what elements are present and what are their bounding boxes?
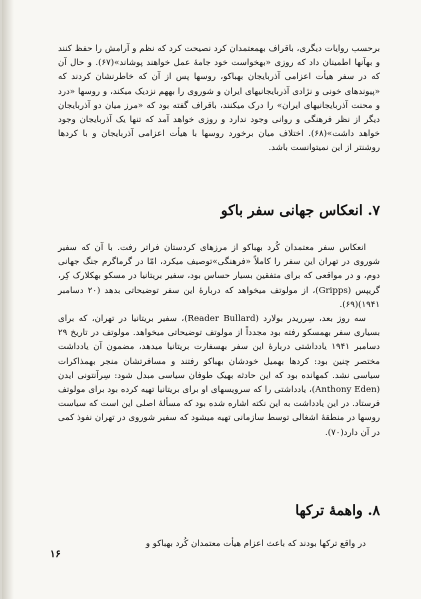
opening-paragraph-block [58,42,380,156]
page-number: ۱۶ [50,549,61,560]
binding-shadow [2,0,14,599]
paragraph: برحسب روایات دیگری، باقراف بهمعتمدان کرد نصیحت کرد که نظم و آرامش را حفظ کنند و بهآنها اطمینان داد که روزی «بهخواست خود جامهٔ عمل خواهند پوشاند»(۶۷). و حال آن که در سفر هیأت اعزامی آذربایجان بهباکو، روسها پس از آن که خاطرنشان کردند که «پیوندهای خونی و نژادی آذربایجانیهای ایران و شوروی را بههم نزدیک میکند، و روسها «درد و محنت آذربایجانیهای ایران» را درک میکنند، باقراف گفته بود که «مرز میان دو آذربایجان دیگر از نظر فرهنگی و روانی وجود ندارد و روزی خواهد آمد که تنها یک آذربایجان وجود خواهد داشت»(۶۸). اختلاف میان برخورد روسها با هیأت اعزامی آذربایجان و با کردها روشنتر از این نمیتوانست باشد. [58,44,380,154]
section-7-heading: ۷. انعکاس جهانی سفر باکو [220,203,380,219]
section-7-body [58,241,380,440]
paragraph: انعکاس سفر معتمدان کُرد بهباکو از مرزهای کردستان فراتر رفت. با آن که سفیر شوروی در تهران این سفر را کاملاً «فرهنگی»توصیف میکرد، امّا در گرماگرم جنگ جهانی دوم، و در مواقعی که برای متفقین بسیار حساس بود، سفیر بریتانیا در مسکو بهکلارک کِر، گریپس (Gripps)، از مولوتف میخواهد که دربارهٔ این سفر توضیحاتی بدهد (۲۰ دسامبر ۱۹۴۱)(۶۹). [58,243,380,310]
paragraph: سه روز بعد، سِرریدر بولارد (Reader Bullard)، سفیر بریتانیا در تهران، که برای بسیاری سفر بهمسکو رفته بود مجدداً از مولوتف توضیحاتی میخواهد. مولوتف در تاریخ ۲۹ دسامبر ۱۹۴۱ یادداشتی دربارهٔ این سفر بهسفارت بریتانیا میدهد، مضمون آن یادداشت مختصر چنین بود: کردها بهمیل خودشان بهباکو رفتند و مسافرتشان منجر بهمذاکرات سیاسی نشد. کمهانده بود که این حادثه بهیک طوفان سیاسی مبدل شود: سِرآنتونی ایدن (Anthony Eden)، یادداشتی را که سرویسهای او برای بریتانیا تهیه کرده بود برای مولوتف فرستاد. در این یادداشت به این نکته اشاره شده بود که مسألهٔ اصلی این است که سیاست روسها در منطقهٔ اشغالی توسط سازمانی تهیه میشود که سفیر شوروی در تهران نفوذ کمی در آن دارد(۷۰). [58,314,381,438]
section-8-body [58,537,380,551]
paragraph: در واقع ترکها بودند که باعث اعزام هیأت معتمدان کُرد بهباکو و [145,539,366,549]
section-8-heading: ۸. واهمهٔ ترکها [295,503,380,519]
